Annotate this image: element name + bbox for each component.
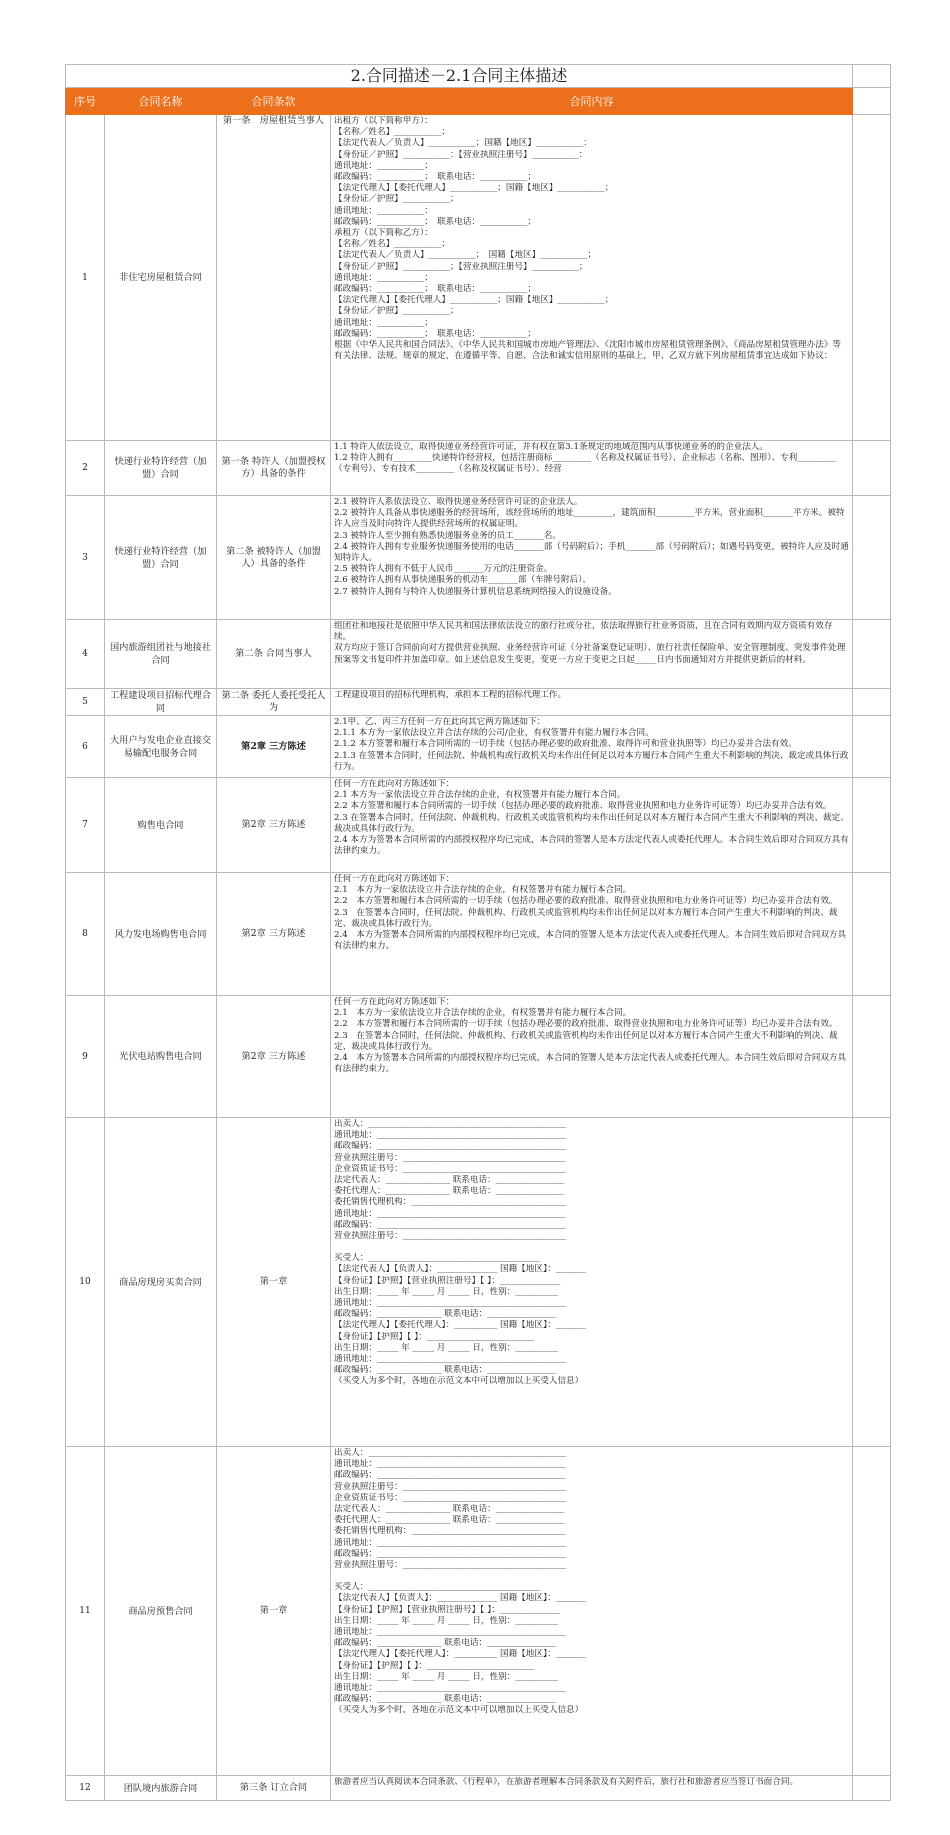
content-line: 承租方（以下简称乙方）： (334, 228, 433, 239)
content-line: 2.1.2 本方签署和履行本合同所需的一切手续（包括办理必要的政府批准、取得许可和营业执照等）均已办妥并合法有效。 (334, 739, 797, 750)
row-number: 1 (66, 115, 105, 441)
contract-content (331, 620, 853, 689)
row-number: 4 (66, 620, 105, 689)
content-line: 组团社和地接社是依照中华人民共和国法律依法设立的旅行社或分社，依法取得旅行社业务资质，且在合同有效期内双方资质有效存续。 (334, 621, 833, 643)
content-line: 邮政编码：___________； 联系电话：___________； (334, 328, 536, 339)
content-line: 旅游者应当认真阅读本合同条款、《行程单》，在旅游者理解本合同条款及有关附件后，旅行社和旅游者应当签订书面合同。 (334, 1777, 799, 1787)
contract-content (331, 689, 853, 716)
content-line: 通讯地址：____________________________________________ (334, 1627, 567, 1638)
content-line: 委托销售代理机构：____________________________________ (334, 1526, 567, 1537)
contract-clause: 第二条 合同当事人 (217, 620, 331, 689)
row-number: 9 (66, 996, 105, 1118)
table-row (66, 1447, 891, 1776)
content-line: 2.3 在签署本合同时，任何法院、仲裁机构、行政机关或监管机构均未作出任何足以对本方履行本合同产生重大不利影响的判决、裁定、裁决或具体行政行为。 (334, 907, 838, 929)
content-line: （买受人为多个时，各地在示范文本中可以增加以上买受人信息） (334, 1376, 584, 1387)
empty-cell (853, 115, 891, 441)
table-row (66, 441, 891, 496)
content-line: 委托代理人：_______________ 联系电话：________________ (334, 1515, 565, 1526)
table-row (66, 1118, 891, 1447)
content-line: 【法定代表人】【负责人】：______________ 国籍【地区】：_______ (334, 1593, 586, 1604)
table-row (66, 996, 891, 1118)
content-line: （买受人为多个时，各地在示范文本中可以增加以上买受人信息） (334, 1705, 584, 1716)
content-line: 2.2 本方签署和履行本合同所需的一切手续（包括办理必要的政府批准、取得营业执照和电力业务许可证等）均已办妥并合法有效。 (334, 896, 838, 907)
content-line: 任何一方在此向对方陈述如下： (334, 874, 455, 884)
header-content: 合同内容 (331, 88, 853, 115)
content-line: 【身份证／护照】___________； (334, 306, 459, 317)
contract-clause: 第一章 (217, 1118, 331, 1447)
content-line: 邮政编码：___________； 联系电话：___________； (334, 172, 536, 183)
table-row (66, 496, 891, 620)
content-line: 出生日期：_____ 年 _____ 月 _____ 日，性别：__________ (334, 1286, 559, 1297)
content-line: 委托销售代理机构：____________________________________ (334, 1197, 567, 1208)
content-line: 【法定代理人】【委托代理人】：__________ 国籍【地区】：_______ (334, 1320, 586, 1331)
content-line: 2.4 本方为签署本合同所需的内部授权程序均已完成，本合同的签署人是本方法定代表人或委托代理人。本合同生效后即对合同双方具有法律约束力。 (334, 930, 847, 952)
empty-cell (853, 88, 891, 115)
content-line: 营业执照注册号：______________________________________ (334, 1231, 567, 1242)
content-line: 2.1 本方为一家依法设立并合法存续的企业，有权签署并有能力履行本合同。 (334, 885, 632, 896)
content-line: 2.2 本方签署和履行本合同所需的一切手续（包括办理必要的政府批准、取得营业执照和电力业务许可证等）均已办妥并合法有效。 (334, 801, 832, 812)
contract-name: 快递行业特许经营（加盟）合同 (105, 441, 217, 496)
table-row (66, 689, 891, 716)
content-line: 任何一方在此向对方陈述如下： (334, 997, 455, 1007)
empty-cell (853, 873, 891, 996)
row-number: 6 (66, 716, 105, 778)
content-line: 出卖人：______________________________________________ (334, 1448, 567, 1458)
content-line: 邮政编码：___________； 联系电话：___________； (334, 284, 536, 295)
contract-name: 工程建设项目招标代理合同 (105, 689, 217, 716)
contract-clause: 第二条 被特许人（加盟人）具备的条件 (217, 496, 331, 620)
content-line: 出生日期：_____ 年 _____ 月 _____ 日，性别：__________ (334, 1671, 559, 1682)
content-line: 法定代表人：_______________ 联系电话：________________ (334, 1175, 565, 1186)
contract-content (331, 996, 853, 1118)
content-line: 2.1 被特许人系依法设立、取得快递业务经营许可证的企业法人。 (334, 497, 583, 507)
content-line: 1.1 特许人依法设立，取得快递业务经营许可证，并有权在第3.1条规定的地域范围内从事快递业务的的企业法人。 (334, 442, 768, 452)
row-number: 10 (66, 1118, 105, 1447)
contract-name: 国内旅游组团社与地接社合同 (105, 620, 217, 689)
row-number: 8 (66, 873, 105, 996)
content-line: 营业执照注册号：______________________________________ (334, 1560, 567, 1571)
content-line (334, 1242, 849, 1253)
empty-cell (853, 496, 891, 620)
contract-clause: 第2章 三方陈述 (217, 873, 331, 996)
row-number: 7 (66, 778, 105, 873)
content-line: 【身份证】【护照】【营业执照注册号】【 】：______________ (334, 1604, 561, 1615)
content-line: 2.6 被特许人拥有从事快递服务的机动车_______部（车牌号附后）。 (334, 575, 592, 586)
content-line: 工程建设项目的招标代理机构，承担本工程的招标代理工作。 (334, 690, 567, 700)
empty-cell (853, 1776, 891, 1801)
content-line: 通讯地址：____________________________________________ (334, 1683, 567, 1694)
content-line: 营业执照注册号：______________________________________ (334, 1152, 567, 1163)
content-line: 【身份证】【护照】【 】：_________________________ (334, 1331, 535, 1342)
content-line: 邮政编码：_______________ 联系电话：________________ (334, 1309, 556, 1320)
content-line: 2.1 本方为一家依法设立并合法存续的企业，有权签署并有能力履行本合同。 (334, 790, 626, 801)
content-line: 通讯地址：____________________________________________ (334, 1130, 567, 1141)
content-line: 邮政编码：____________________________________________ (334, 1548, 567, 1559)
content-line: 通讯地址：___________； (334, 272, 433, 283)
content-line: 【法定代表人／负责人】___________；国籍【地区】___________： (334, 138, 592, 149)
row-number: 2 (66, 441, 105, 496)
content-line: 通讯地址：____________________________________________ (334, 1354, 567, 1365)
contract-content (331, 873, 853, 996)
contract-name: 光伏电站购售电合同 (105, 996, 217, 1118)
empty-cell (853, 996, 891, 1118)
header-no: 序号 (66, 88, 105, 115)
contract-clause: 第2章 三方陈述 (217, 778, 331, 873)
table-row (66, 778, 891, 873)
content-line: 任何一方在此向对方陈述如下： (334, 779, 455, 789)
content-line: 通讯地址：____________________________________________ (334, 1537, 567, 1548)
content-line: 【身份证】【护照】【营业执照注册号】【 】：______________ (334, 1275, 561, 1286)
content-line: 2.4 被特许人拥有专业服务快递服务使用的电话_______部（号码附后）；手机_______部（号码附后）；如遇号码变更，被特许人应及时通知特许人。 (334, 541, 849, 564)
content-line: 通讯地址：___________； (334, 317, 433, 328)
content-line: 2.1 本方为一家依法设立并合法存续的企业，有权签署并有能力履行本合同。 (334, 1008, 632, 1019)
content-line: 委托代理人：_______________ 联系电话：________________ (334, 1186, 565, 1197)
content-line: 【法定代表人】【负责人】：______________ 国籍【地区】：_______ (334, 1264, 586, 1275)
content-line: 2.1甲、乙、丙三方任何一方在此向其它两方陈述如下： (334, 717, 546, 727)
contract-clause: 第二条 委托人委托受托人为 (217, 689, 331, 716)
contract-content (331, 778, 853, 873)
content-line: 出生日期：_____ 年 _____ 月 _____ 日，性别：__________ (334, 1615, 559, 1626)
content-line: 企业资质证书号：______________________________________ (334, 1492, 567, 1503)
content-line: 【身份证／护照】___________：【营业执照注册号】___________： (334, 149, 588, 160)
table-row (66, 873, 891, 996)
row-number: 3 (66, 496, 105, 620)
content-line: 通讯地址：____________________________________________ (334, 1298, 567, 1309)
header-name: 合同名称 (105, 88, 217, 115)
table-row (66, 115, 891, 441)
contract-name: 商品房预售合同 (105, 1447, 217, 1776)
contract-content (331, 1447, 853, 1776)
contract-clause: 第2章 三方陈述 (217, 996, 331, 1118)
contract-clause: 第一条 特许人（加盟授权方）具备的条件 (217, 441, 331, 496)
content-line: 通讯地址：___________； (334, 160, 433, 171)
content-line: 【法定代理人】【委托代理人】___________；国籍【地区】___________； (334, 183, 614, 194)
content-line: 【法定代理人】【委托代理人】___________；国籍【地区】___________； (334, 295, 614, 306)
contract-content (331, 1776, 853, 1801)
content-line: 2.1.3 在签署本合同时，任何法院、仲裁机构或行政机关均未作出任何足以对本方履行本合同产生重大不利影响的判决、裁定或具体行政行为。 (334, 750, 849, 772)
content-line: 根据《中华人民共和国合同法》、《中华人民共和国城市房地产管理法》、《沈阳市城市房屋租赁管理条例》、《商品房屋租赁管理办法》等有关法律、法规、规章的规定，在遵循平等、自愿、合法和诚实信用原则的基础上，甲、乙双方就下列房屋租赁事宜达成如下协议： (334, 340, 842, 362)
contract-content (331, 1118, 853, 1447)
row-number: 11 (66, 1447, 105, 1776)
contract-name: 商品房现房买卖合同 (105, 1118, 217, 1447)
content-line: 【身份证／护照】___________； (334, 194, 459, 205)
content-line: 【法定代表人／负责人】___________； 国籍【地区】___________； (334, 250, 597, 261)
contract-content (331, 115, 853, 441)
contract-content (331, 496, 853, 620)
empty-cell (853, 1447, 891, 1776)
content-line: 邮政编码：____________________________________________ (334, 1219, 567, 1230)
content-line: 邮政编码：____________________________________________ (334, 1470, 567, 1481)
empty-cell (853, 689, 891, 716)
content-line: 邮政编码：___________； 联系电话：___________； (334, 216, 536, 227)
contract-clause: 第一章 (217, 1447, 331, 1776)
row-number: 12 (66, 1776, 105, 1801)
contract-name: 购售电合同 (105, 778, 217, 873)
content-line: 【身份证】【护照】【 】：_________________________ (334, 1660, 535, 1671)
content-line: 【身份证／护照】___________；【营业执照注册号】___________； (334, 261, 588, 272)
contract-name: 大用户与发电企业直接交易输配电服务合同 (105, 716, 217, 778)
content-line: 出租方（以下简称甲方）： (334, 116, 433, 126)
content-line: 1.2 特许人拥有_________快递特许经营权，包括注册商标_________（名称及权属证书号）、企业标志（名称、图形）、专利_________（专利号）、专有技术_________（名称及权属证书号）、经营 (334, 453, 836, 475)
content-line: 通讯地址：____________________________________________ (334, 1208, 567, 1219)
content-line: 邮政编码：_______________ 联系电话：________________ (334, 1365, 556, 1376)
content-line: 双方均应于签订合同前向对方提供营业执照、业务经营许可证（分社备案登记证明）、旅行社责任保险单、安全管理制度、突发事件处理预案等文书复印件并加盖印章。如上述信息发生变更，变更一方应于变更之日起_____日内书面通知对方并提供更新后的材料。 (334, 643, 846, 665)
empty-cell (853, 778, 891, 873)
content-line: 出卖人：______________________________________________ (334, 1119, 567, 1129)
contract-name: 团队境内旅游合同 (105, 1776, 217, 1801)
content-line: 2.7 被特许人拥有与特许人快递服务计算机信息系统网络接入的设施设备。 (334, 586, 617, 597)
empty-cell (853, 441, 891, 496)
header-clause: 合同条款 (217, 88, 331, 115)
content-line: 2.3 在签署本合同时，任何法院、仲裁机构、行政机关或监管机构均未作出任何足以对本方履行本合同产生重大不利影响的判决、裁定、裁决或具体行政行为。 (334, 812, 849, 834)
contract-table (65, 64, 891, 1801)
content-line: 2.5 被特许人拥有不低于人民币_______万元的注册资金。 (334, 564, 553, 575)
contract-content (331, 716, 853, 778)
row-number: 5 (66, 689, 105, 716)
content-line (334, 1571, 849, 1582)
content-line: 营业执照注册号：______________________________________ (334, 1481, 567, 1492)
content-line: 邮政编码：____________________________________________ (334, 1141, 567, 1152)
content-line: 【名称／姓名】___________； (334, 127, 451, 138)
content-line: 2.3 在签署本合同时，任何法院、仲裁机构、行政机关或监管机构均未作出任何足以对本方履行本合同产生重大不利影响的判决、裁定、裁决或具体行政行为。 (334, 1030, 838, 1052)
content-line: 法定代表人：_______________ 联系电话：________________ (334, 1504, 565, 1515)
empty-cell (853, 716, 891, 778)
content-line: 2.2 本方签署和履行本合同所需的一切手续（包括办理必要的政府批准、取得营业执照和电力业务许可证等）均已办妥并合法有效。 (334, 1019, 838, 1030)
content-line: 通讯地址：____________________________________________ (334, 1459, 567, 1470)
content-line: 2.2 被特许人具备从事快递服务的经营场所，该经营场所的地址_________，建筑面积_________平方米，营业面积_______平方米。被特许人应当及时向特许人提供经营场所的权属证明。 (334, 508, 845, 530)
contract-clause: 第一条 房屋租赁当事人 (217, 115, 331, 441)
empty-cell (853, 1118, 891, 1447)
content-line: 【法定代理人】【委托代理人】：__________ 国籍【地区】：_______ (334, 1649, 586, 1660)
content-line: 通讯地址：___________： (334, 205, 433, 216)
contract-clause: 第三条 订立合同 (217, 1776, 331, 1801)
empty-cell (853, 620, 891, 689)
table-row (66, 716, 891, 778)
content-line: 2.1.1 本方为一家依法设立并合法存续的公司/企业，有权签署并有能力履行本合同。 (334, 728, 654, 739)
contract-name: 快递行业特许经营（加盟）合同 (105, 496, 217, 620)
content-line: 买受人：________________________________________ (334, 1253, 541, 1264)
table-title: 2.合同描述－2.1合同主体描述 (66, 65, 853, 88)
contract-name: 风力发电场购售电合同 (105, 873, 217, 996)
empty-cell (853, 65, 891, 88)
contract-clause: 第2章 三方陈述 (217, 716, 331, 778)
content-line: 邮政编码：_______________ 联系电话：________________ (334, 1638, 556, 1649)
content-line: 邮政编码：_______________ 联系电话：________________ (334, 1694, 556, 1705)
content-line: 企业资质证书号：______________________________________ (334, 1163, 567, 1174)
table-row (66, 1776, 891, 1801)
contract-name: 非住宅房屋租赁合同 (105, 115, 217, 441)
content-line: 2.3 被特许人至少拥有熟悉快递服务业务的员工_______名。 (334, 530, 561, 541)
content-line: 2.4 本方为签署本合同所需的内部授权程序均已完成，本合同的签署人是本方法定代表人或委托代理人。本合同生效后即对合同双方具有法律约束力。 (334, 1053, 847, 1075)
content-line: 2.4 本方为签署本合同所需的内部授权程序均已完成，本合同的签署人是本方法定代表人或委托代理人。本合同生效后即对合同双方具有法律约束力。 (334, 835, 849, 857)
table-row (66, 620, 891, 689)
content-line: 【名称／姓名】___________； (334, 239, 451, 250)
content-line: 出生日期：_____ 年 _____ 月 _____ 日，性别：__________ (334, 1342, 559, 1353)
content-line: 买受人：________________________________________ (334, 1582, 541, 1593)
contract-content (331, 441, 853, 496)
